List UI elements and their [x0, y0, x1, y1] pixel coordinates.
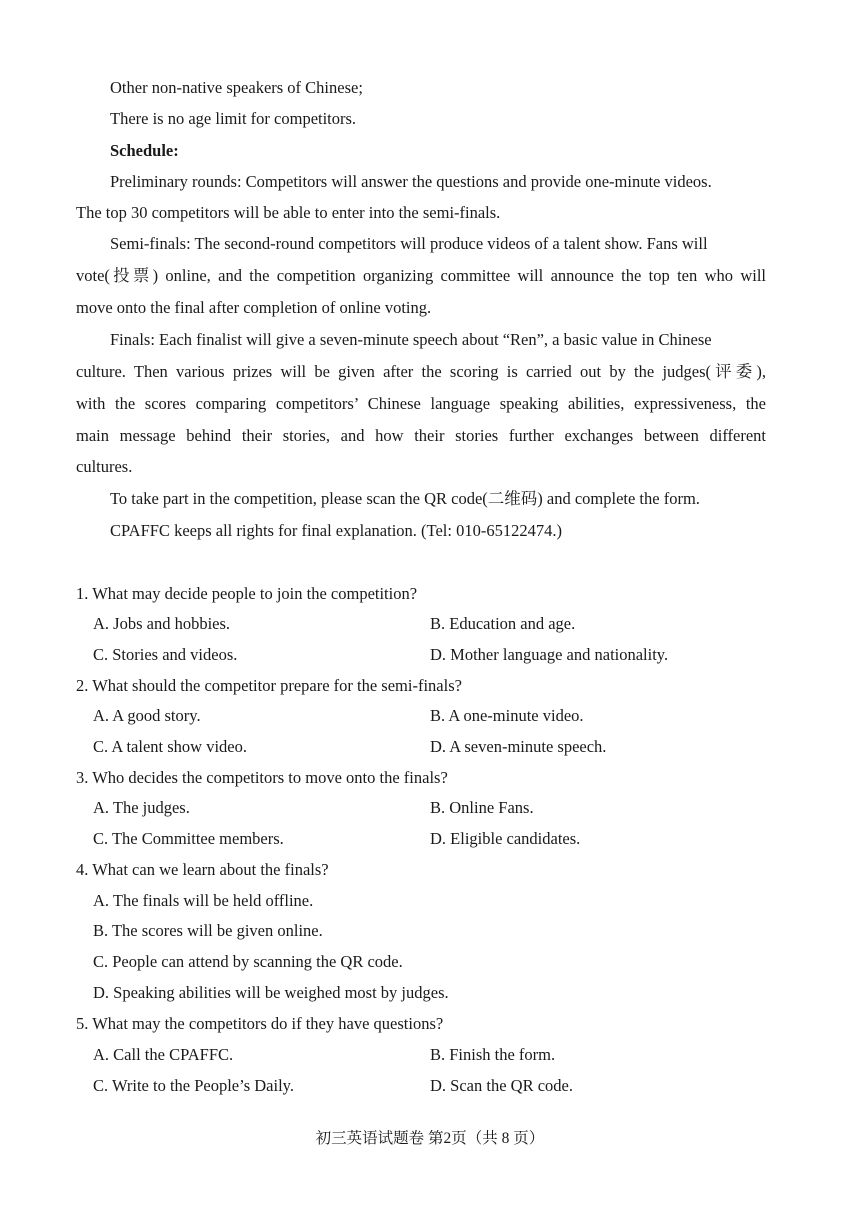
- answer-option: D. A seven-minute speech.: [430, 737, 607, 756]
- passage-line: vote(投票) online, and the competition organizing committee will announce the top ten who will: [76, 266, 766, 285]
- answer-option: B. Online Fans.: [430, 798, 534, 817]
- answer-option: A. Jobs and hobbies.: [93, 614, 231, 633]
- passage-line: with the scores comparing competitors’ Chinese language speaking abilities, expressiveness, the: [76, 394, 766, 413]
- passage-line: The top 30 competitors will be able to enter into the semi-finals.: [76, 203, 501, 222]
- passage-line: Semi-finals: The second-round competitors will produce videos of a talent show. Fans will: [110, 234, 708, 253]
- question-stem: 5. What may the competitors do if they have questions?: [76, 1014, 444, 1033]
- answer-option: B. The scores will be given online.: [93, 921, 323, 940]
- passage-line: Preliminary rounds: Competitors will answer the questions and provide one-minute videos.: [110, 172, 712, 191]
- answer-option: A. The finals will be held offline.: [93, 891, 314, 910]
- page-footer: 初三英语试题卷 第2页（共 8 页）: [315, 1130, 545, 1147]
- passage-line: culture. Then various prizes will be given after the scoring is carried out by the judges(评委),: [76, 362, 766, 381]
- answer-option: C. People can attend by scanning the QR code.: [93, 952, 403, 971]
- answer-option: C. Stories and videos.: [93, 645, 238, 664]
- passage-line: To take part in the competition, please scan the QR code(二维码) and complete the form.: [110, 489, 700, 508]
- answer-option: B. Education and age.: [430, 614, 576, 633]
- passage-line: Other non-native speakers of Chinese;: [110, 78, 363, 97]
- passage-line: main message behind their stories, and how their stories further exchanges between different: [76, 426, 766, 445]
- passage-line: Finals: Each finalist will give a seven-minute speech about “Ren”, a basic value in Chinese: [110, 330, 712, 349]
- answer-option: D. Mother language and nationality.: [430, 645, 669, 664]
- question-stem: 2. What should the competitor prepare for the semi-finals?: [76, 676, 462, 695]
- answer-option: A. The judges.: [93, 798, 190, 817]
- answer-option: C. Write to the People’s Daily.: [93, 1076, 294, 1095]
- question-stem: 3. Who decides the competitors to move onto the finals?: [76, 768, 448, 787]
- answer-option: D. Speaking abilities will be weighed most by judges.: [93, 983, 449, 1002]
- question-stem: 4. What can we learn about the finals?: [76, 860, 329, 879]
- answer-option: D. Eligible candidates.: [430, 829, 581, 848]
- answer-option: D. Scan the QR code.: [430, 1076, 573, 1095]
- schedule-heading: Schedule:: [110, 141, 179, 160]
- answer-option: C. The Committee members.: [93, 829, 284, 848]
- answer-option: B. A one-minute video.: [430, 706, 584, 725]
- passage-line: move onto the final after completion of online voting.: [76, 298, 432, 317]
- answer-option: A. Call the CPAFFC.: [93, 1045, 234, 1064]
- answer-option: C. A talent show video.: [93, 737, 247, 756]
- passage-line: CPAFFC keeps all rights for final explanation. (Tel: 010-65122474.): [110, 521, 562, 540]
- question-stem: 1. What may decide people to join the competition?: [76, 584, 418, 603]
- passage-line: There is no age limit for competitors.: [110, 109, 357, 128]
- answer-option: B. Finish the form.: [430, 1045, 556, 1064]
- answer-option: A. A good story.: [93, 706, 201, 725]
- passage-line: cultures.: [76, 457, 133, 476]
